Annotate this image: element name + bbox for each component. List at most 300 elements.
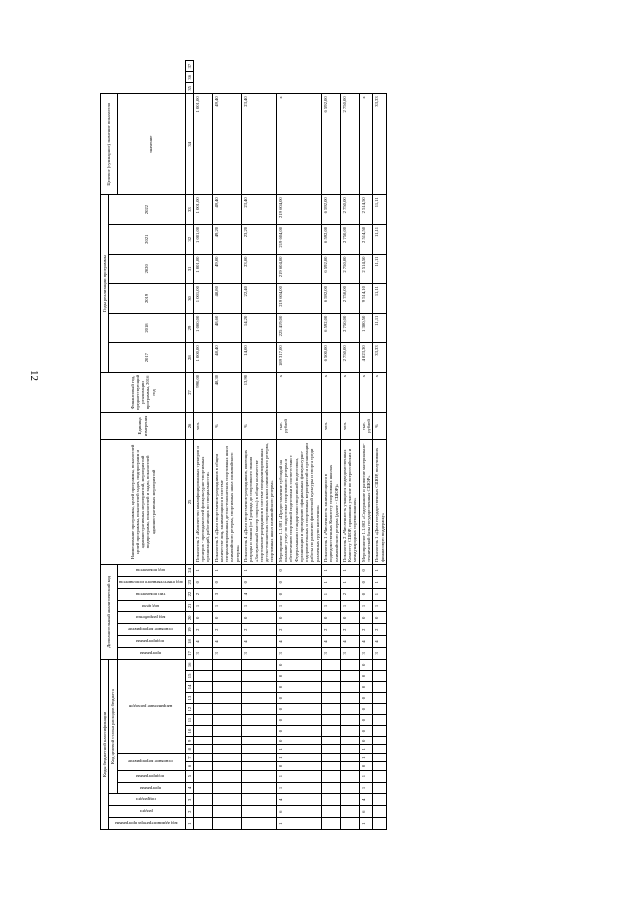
code-cell (321, 704, 340, 715)
code-cell (373, 745, 387, 753)
code-cell: 1 (276, 782, 321, 794)
header-value: значение (117, 94, 185, 195)
code-cell: 0 (242, 612, 277, 624)
code-cell (321, 806, 340, 818)
code-cell (242, 794, 277, 806)
row-year-value: 1 001,00 (193, 284, 212, 314)
column-number: 15 (185, 670, 193, 681)
header-year-2019: 2019 (109, 284, 185, 314)
row-year-value: 6 500,00 (321, 343, 340, 373)
code-cell: 2 (359, 624, 373, 636)
code-cell (321, 770, 340, 782)
code-cell: 1 (373, 600, 387, 612)
row-year-value: 2 514,50 (359, 195, 373, 225)
code-cell: 3 (373, 647, 387, 659)
header-unit: Единица измерения (101, 412, 186, 439)
row-year-value: 23,00 (242, 254, 277, 284)
column-number: 36 (185, 72, 193, 83)
code-cell: 1 (212, 600, 241, 612)
row-unit: тыс. рублей (276, 412, 321, 439)
row-year-value: 14,20 (242, 313, 277, 343)
code-cell (242, 715, 277, 726)
code-cell: 0 (359, 704, 373, 715)
code-cell: 2 (276, 624, 321, 636)
code-cell: 0 (276, 681, 321, 692)
header-extra-program: программа (117, 647, 185, 659)
row-base-value: x (321, 372, 340, 412)
code-cell (242, 704, 277, 715)
header-extra-dev-code: код разработки (117, 612, 185, 624)
code-cell (340, 745, 359, 753)
row-year-value: 1 000,00 (193, 343, 212, 373)
header-year-2022: 2022 (109, 195, 185, 225)
column-number: 18 (185, 636, 193, 648)
column-number: 35 (185, 83, 193, 94)
code-cell (242, 681, 277, 692)
row-year-value: 6 592,00 (321, 224, 340, 254)
code-cell: 0 (359, 564, 373, 576)
code-cell: 1 (321, 600, 340, 612)
code-cell (340, 693, 359, 704)
column-number: 17 (185, 647, 193, 659)
column-number: 27 (185, 372, 193, 412)
row-name: Показатель 1 «Численность занимающихся в подведомственных Комитету спортивных школах олимпийского резерва (далее - СШОР)» (321, 439, 340, 564)
column-number: 37 (185, 61, 193, 72)
code-cell: 1 (359, 600, 373, 612)
code-cell: 0 (276, 715, 321, 726)
code-cell: 1 (321, 576, 340, 588)
code-cell: 1 (373, 576, 387, 588)
code-cell (321, 762, 340, 770)
code-cell: 1 (359, 782, 373, 794)
header-extra-group: Дополнительный аналитический код (101, 564, 118, 659)
column-number: 14 (185, 681, 193, 692)
code-cell (212, 745, 241, 753)
header-extra-goal-code: код цели (117, 600, 185, 612)
code-cell (242, 745, 277, 753)
code-cell: 0 (359, 588, 373, 600)
row-unit: % (212, 412, 241, 439)
code-cell: 2 (340, 624, 359, 636)
row-year-value: 23,20 (242, 224, 277, 254)
row-unit: % (373, 412, 387, 439)
code-cell (340, 726, 359, 737)
column-number: 9 (185, 737, 193, 745)
code-cell: 0 (359, 612, 373, 624)
code-cell: 1 (193, 600, 212, 612)
row-unit: чел. (340, 412, 359, 439)
row-year-value: 1 001,00 (193, 195, 212, 225)
code-cell: 0 (276, 762, 321, 770)
code-cell: 0 (193, 576, 212, 588)
column-number: 24 (185, 564, 193, 576)
code-cell (242, 737, 277, 745)
code-cell (193, 726, 212, 737)
code-cell: 2 (212, 624, 241, 636)
code-cell (340, 670, 359, 681)
column-number: 3 (185, 794, 193, 806)
code-cell (321, 782, 340, 794)
code-cell: 0 (212, 612, 241, 624)
code-cell (242, 726, 277, 737)
code-cell (373, 681, 387, 692)
code-cell: 3 (276, 647, 321, 659)
code-cell (242, 770, 277, 782)
code-cell: 0 (276, 737, 321, 745)
code-cell (193, 693, 212, 704)
code-cell: 4 (212, 636, 241, 648)
code-cell: 1 (359, 818, 373, 830)
code-cell: 4 (359, 794, 373, 806)
code-cell (373, 737, 387, 745)
code-cell (340, 770, 359, 782)
code-cell: 3 (340, 647, 359, 659)
code-cell (212, 818, 241, 830)
column-number: 4 (185, 782, 193, 794)
code-cell (242, 693, 277, 704)
row-base-value: x (359, 372, 373, 412)
rotated-table-sheet (100, 60, 550, 830)
row-year-value: 6 592,00 (321, 284, 340, 314)
code-cell: 1 (373, 564, 387, 576)
code-cell: 1 (321, 588, 340, 600)
code-cell: 0 (276, 670, 321, 681)
row-year-value: 2 750,00 (340, 284, 359, 314)
header-extra-responsible: код ответственного исполнителя (117, 576, 185, 588)
program-indicators-table (100, 60, 387, 830)
code-cell: 1 (193, 564, 212, 576)
code-cell: 1 (340, 576, 359, 588)
code-cell (373, 670, 387, 681)
code-cell: 1 (212, 564, 241, 576)
page-number: 12 (28, 370, 40, 381)
code-cell (321, 818, 340, 830)
code-cell (373, 770, 387, 782)
column-number: 20 (185, 612, 193, 624)
code-cell (212, 681, 241, 692)
row-year-value: 11,11 (373, 224, 387, 254)
code-cell (321, 737, 340, 745)
code-cell: 1 (321, 564, 340, 576)
code-cell (212, 770, 241, 782)
code-cell: 0 (359, 576, 373, 588)
row-base-value: x (373, 372, 387, 412)
code-cell (321, 753, 340, 761)
code-cell (321, 745, 340, 753)
header-program: программа (117, 782, 185, 794)
column-number: 16 (185, 659, 193, 670)
code-cell: 0 (359, 681, 373, 692)
code-cell: 2 (193, 588, 212, 600)
code-cell (212, 704, 241, 715)
code-cell (373, 794, 387, 806)
code-cell: 0 (276, 612, 321, 624)
code-cell (373, 782, 387, 794)
code-cell: 6 (359, 806, 373, 818)
table-row (276, 61, 321, 830)
code-cell: 0 (373, 612, 387, 624)
code-cell (193, 762, 212, 770)
row-year-value: 11,11 (373, 195, 387, 225)
row-target-value: 1 001,00 (193, 94, 212, 195)
row-year-value: 2 750,00 (340, 254, 359, 284)
code-cell: 4 (193, 636, 212, 648)
header-year-2018: 2018 (109, 313, 185, 343)
code-cell (212, 782, 241, 794)
code-cell (193, 681, 212, 692)
code-cell: 1 (276, 753, 321, 761)
code-cell: 0 (276, 564, 321, 576)
code-cell (373, 753, 387, 761)
header-subsection: подраздел (109, 794, 185, 806)
row-base-value: 13,90 (242, 372, 277, 412)
row-year-value: 2 750,00 (340, 343, 359, 373)
code-cell: 3 (212, 588, 241, 600)
header-code-target: Код целевой статьи расходов бюджета (109, 659, 117, 794)
column-number: 28 (185, 343, 193, 373)
code-cell: 1 (359, 753, 373, 761)
code-cell (212, 737, 241, 745)
table-row (212, 61, 241, 830)
code-cell: 4 (276, 636, 321, 648)
column-number: 32 (185, 224, 193, 254)
row-year-value: 1 000,00 (193, 313, 212, 343)
code-cell: 0 (359, 693, 373, 704)
header-years-group: Годы реализации программы (101, 195, 109, 373)
code-cell: 0 (276, 726, 321, 737)
table-row (321, 61, 340, 830)
row-base-value: 48,30 (212, 372, 241, 412)
code-cell: 1 (276, 770, 321, 782)
row-year-value: 11,11 (373, 313, 387, 343)
row-year-value: 6 592,00 (321, 313, 340, 343)
code-cell (193, 737, 212, 745)
code-cell (193, 715, 212, 726)
column-number: 2 (185, 806, 193, 818)
column-number: 12 (185, 704, 193, 715)
row-year-value: 189 317,00 (276, 343, 321, 373)
code-cell (340, 806, 359, 818)
code-cell (193, 806, 212, 818)
row-target-value: x (359, 94, 373, 195)
code-cell: 0 (242, 576, 277, 588)
code-cell (242, 806, 277, 818)
code-cell: 1 (340, 564, 359, 576)
code-cell (242, 670, 277, 681)
code-cell: 0 (276, 588, 321, 600)
code-cell (321, 794, 340, 806)
column-number-row (185, 61, 193, 830)
column-number: 25 (185, 439, 193, 564)
row-year-value: 1 001,00 (193, 254, 212, 284)
code-cell: 0 (321, 612, 340, 624)
code-cell: 4 (276, 794, 321, 806)
header-fin-year: Финансовый год, предшествующий реализации программы, 2016 год (101, 372, 186, 412)
table-row (193, 61, 212, 830)
row-year-value: 2 514,50 (359, 254, 373, 284)
code-cell: 0 (359, 762, 373, 770)
code-cell (321, 670, 340, 681)
code-cell (373, 806, 387, 818)
header-year-2020: 2020 (109, 254, 185, 284)
table-row (242, 61, 277, 830)
row-unit: тыс. рублей (359, 412, 373, 439)
column-number: 29 (185, 313, 193, 343)
code-cell (193, 794, 212, 806)
row-name: Показатель 4 «Доля спортсменов-разрядников, имеющих разряды и звания (от I разряда до спортивного звания «Заслуженный мастер спорта») в общем количестве спортсменов-разрядников в системе специализированных детско-юношеских спортивных школ олимпийского резерва, спортивных школ олимпийского резерва» (242, 439, 277, 564)
row-name: Показатель 2 «Количество квалифицированных тренеров и тренеров - преподавателей физкультурно-спортивных организаций, работающих по специальности» (193, 439, 212, 564)
column-number: 26 (185, 412, 193, 439)
column-number: 21 (185, 600, 193, 612)
row-year-value: 14,00 (242, 343, 277, 373)
row-target-value: 33,33 (373, 94, 387, 195)
row-year-value: 6 592,00 (321, 195, 340, 225)
code-cell (321, 693, 340, 704)
row-base-value: x (340, 372, 359, 412)
code-cell (242, 659, 277, 670)
code-cell: 0 (359, 659, 373, 670)
row-year-value: 2 750,00 (340, 195, 359, 225)
code-cell (212, 806, 241, 818)
row-year-value: 48,60 (212, 313, 241, 343)
code-cell: 4 (359, 636, 373, 648)
table-body (193, 61, 386, 830)
row-year-value: 6 592,00 (321, 254, 340, 284)
column-number: 30 (185, 284, 193, 314)
code-cell: 1 (276, 745, 321, 753)
table-row (359, 61, 373, 830)
code-cell: 1 (359, 745, 373, 753)
column-number: 8 (185, 745, 193, 753)
header-name: Наименование программы, целей программы, показателей целей программы, показателей задач, подпрограмм и административных мероприятий, мероприятий подпрограмм, показателей и задач, показателей административных мероприятий (101, 439, 186, 564)
column-number: 10 (185, 726, 193, 737)
code-cell (373, 715, 387, 726)
row-year-value: 23,40 (242, 195, 277, 225)
row-target-value: 6 592,00 (321, 94, 340, 195)
code-cell (340, 753, 359, 761)
header-extra-type: тип показателя (117, 588, 185, 600)
code-cell: 4 (340, 636, 359, 648)
table-row (373, 61, 387, 830)
code-cell: 1 (340, 600, 359, 612)
row-unit: % (242, 412, 277, 439)
code-cell (340, 659, 359, 670)
header-extra-subprogram: подпрограмма (117, 636, 185, 648)
code-cell (212, 693, 241, 704)
code-cell: 0 (276, 704, 321, 715)
row-year-value: 219 604,00 (276, 195, 321, 225)
row-year-value: 49,00 (212, 254, 241, 284)
code-cell (212, 762, 241, 770)
code-cell (340, 704, 359, 715)
code-cell: 2 (193, 624, 212, 636)
code-cell: 2 (373, 624, 387, 636)
column-number: 23 (185, 576, 193, 588)
row-year-value: 219 604,00 (276, 254, 321, 284)
code-cell: 0 (359, 726, 373, 737)
column-number: 13 (185, 693, 193, 704)
code-cell (321, 681, 340, 692)
column-number: 6 (185, 762, 193, 770)
row-year-value: 48,40 (212, 343, 241, 373)
code-cell (373, 693, 387, 704)
row-target-value: x (276, 94, 321, 195)
header-expense-direction: направление расходов (117, 659, 185, 753)
code-cell (212, 753, 241, 761)
code-cell (212, 659, 241, 670)
code-cell (340, 762, 359, 770)
code-cell: 0 (193, 612, 212, 624)
code-cell (340, 715, 359, 726)
code-cell (321, 659, 340, 670)
row-year-value: 33,33 (373, 343, 387, 373)
code-cell: 4 (242, 588, 277, 600)
row-base-value: 990,00 (193, 372, 212, 412)
code-cell: 3 (242, 647, 277, 659)
column-number: 11 (185, 715, 193, 726)
code-cell (193, 770, 212, 782)
row-year-value: 9 514,10 (359, 284, 373, 314)
code-cell: 1 (373, 588, 387, 600)
row-year-value: 225 419,00 (276, 313, 321, 343)
row-target-value: 49,40 (212, 94, 241, 195)
row-year-value: 11,11 (373, 284, 387, 314)
row-name: Показатель 3 «Доля спортсменов-разрядников в общем количестве лиц, занимающихся в системе специализированных детско-юношеских спортивных школ олимпийского резерва, спортивных школ олимпийского резерва» (212, 439, 241, 564)
code-cell (321, 726, 340, 737)
row-year-value: 22,40 (242, 284, 277, 314)
code-cell: 2 (321, 624, 340, 636)
code-cell (242, 818, 277, 830)
code-cell: 0 (212, 576, 241, 588)
table-row (340, 61, 359, 830)
code-cell (212, 794, 241, 806)
column-number: 31 (185, 254, 193, 284)
code-cell: 1 (276, 818, 321, 830)
code-cell: 2 (340, 588, 359, 600)
row-year-value: 49,20 (212, 224, 241, 254)
code-cell (193, 670, 212, 681)
code-cell: 6 (276, 806, 321, 818)
code-cell (340, 782, 359, 794)
row-name: Показатель 1 «Доля государственных СШОР, получивших финансовую поддержку» (373, 439, 387, 564)
row-name: Мероприятие 1.1.001 «Предоставление субсидий на оказание услуг по подготовке спортивного резерва и обеспечению спортивной подготовки в соответствии с Федеральными стандартами спортивной подготовки, организации и проведению официальных физкультурно-оздоровительных и спортивных мероприятий и организации работы по развитию физической культуры и спорта среди различных групп населения» (276, 439, 321, 564)
code-cell: 1 (242, 600, 277, 612)
code-cell (193, 659, 212, 670)
code-cell: 1 (359, 770, 373, 782)
column-number: 1 (185, 818, 193, 830)
row-name: Мероприятие 1.1.002 «Содержание и развитие материально-технической базы государственных СШОР» (359, 439, 373, 564)
row-unit: чел. (321, 412, 340, 439)
code-cell: 0 (276, 576, 321, 588)
header-extra-main-activity: основное мероприятие (117, 624, 185, 636)
code-cell: 0 (359, 670, 373, 681)
row-year-value: 49,40 (212, 195, 241, 225)
code-cell (242, 753, 277, 761)
code-cell (193, 704, 212, 715)
code-cell: 4 (242, 636, 277, 648)
row-year-value: 1 380,50 (359, 313, 373, 343)
header-admin-code: код администратора программы (109, 818, 185, 830)
code-cell (193, 753, 212, 761)
code-cell (321, 715, 340, 726)
code-cell: 0 (276, 659, 321, 670)
code-cell (193, 818, 212, 830)
code-cell (193, 745, 212, 753)
code-cell (373, 726, 387, 737)
code-cell (373, 704, 387, 715)
column-number: 22 (185, 588, 193, 600)
header-extra-indicator: код показателя (117, 564, 185, 576)
